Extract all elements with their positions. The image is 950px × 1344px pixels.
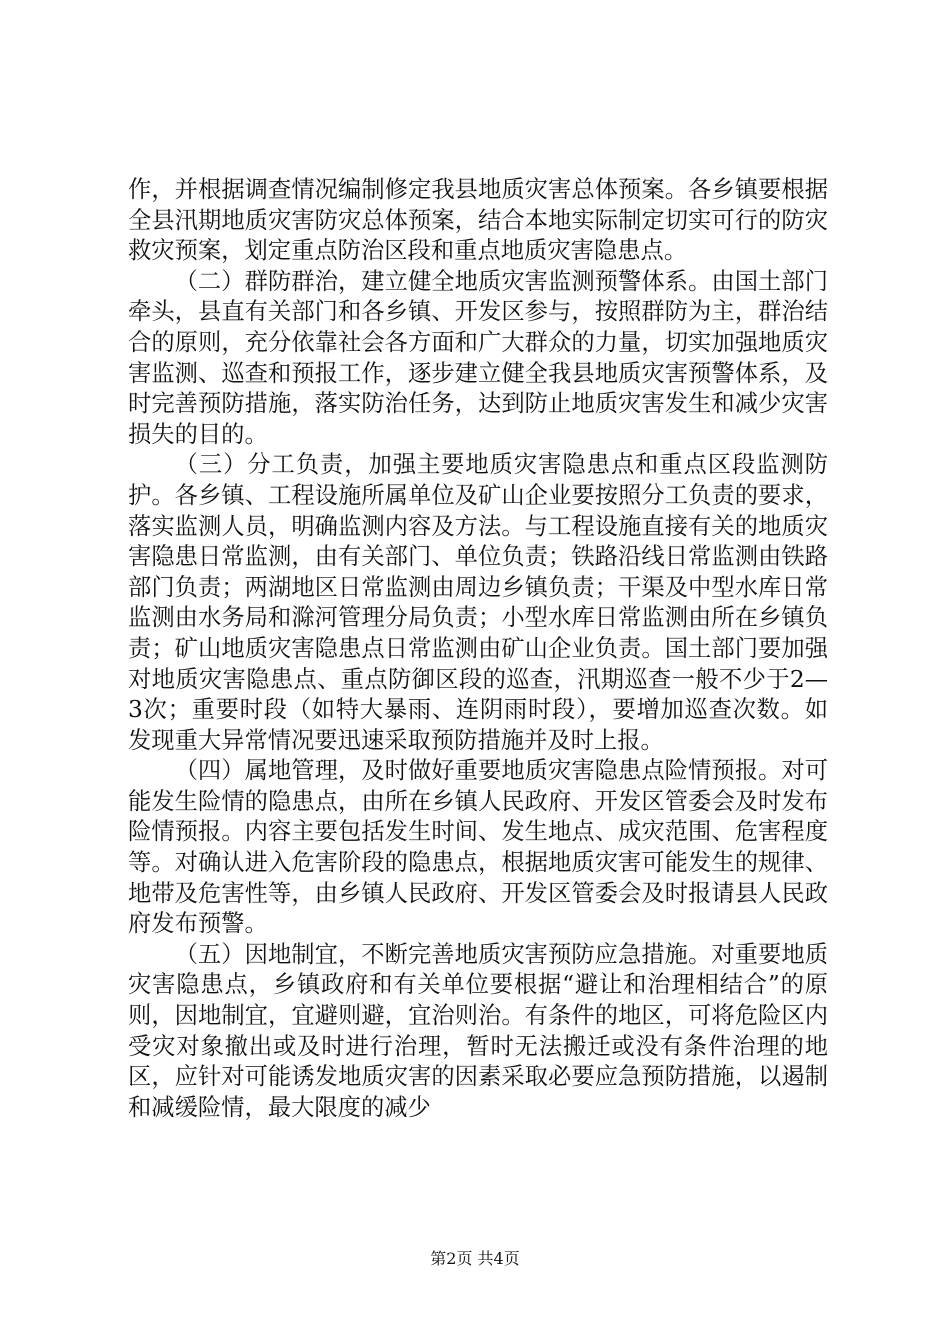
page-footer (0, 1246, 950, 1269)
paragraph-section-4: （四）属地管理，及时做好重要地质灾害隐患点险情预报。对可能发生险情的隐患点，由所在乡镇人民政府、开发区管委会及时发布险情预报。内容主要包括发生时间、发生地点、成灾范围、危害程度等。对确认进入危害阶段的隐患点，根据地质灾害可能发生的规律、地带及危害性等，由乡镇人民政府、开发区管委会及时报请县人民政府发布预警。 (128, 757, 828, 938)
paragraph-section-3: （三）分工负责，加强主要地质灾害隐患点和重点区段监测防护。各乡镇、工程设施所属单位及矿山企业要按照分工负责的要求，落实监测人员，明确监测内容及方法。与工程设施直接有关的地质灾害隐患日常监测，由有关部门、单位负责；铁路沿线日常监测由铁路部门负责；两湖地区日常监测由周边乡镇负责；干渠及中型水库日常监测由水务局和滁河管理分局负责；小型水库日常监测由所在乡镇负责；矿山地质灾害隐患点日常监测由矿山企业负责。国土部门要加强对地质灾害隐患点、重点防御区段的巡查，汛期巡查一般不少于2—3次；重要时段（如特大暴雨、连阴雨时段），要增加巡查次数。如发现重大异常情况要迅速采取预防措施并及时上报。 (128, 451, 828, 754)
page-number: 第2页 共4页 (430, 1249, 520, 1268)
paragraph-section-5: （五）因地制宜，不断完善地质灾害预防应急措施。对重要地质灾害隐患点，乡镇政府和有关单位要根据“避让和治理相结合”的原则，因地制宜，宜避则避，宜治则治。有条件的地区，可将危险区内受灾对象撤出或及时进行治理，暂时无法搬迁或没有条件治理的地区，应针对可能诱发地质灾害的因素采取必要应急预防措施，以遏制和减缓险情，最大限度的减少 (128, 940, 828, 1121)
paragraph-section-2: （二）群防群治，建立健全地质灾害监测预警体系。由国土部门牵头，县直有关部门和各乡镇、开发区参与，按照群防为主，群治结合的原则，充分依靠社会各方面和广大群众的力量，切实加强地质灾害监测、巡查和预报工作，逐步建立健全我县地质灾害预警体系，及时完善预防措施，落实防治任务，达到防止地质灾害发生和减少灾害损失的目的。 (128, 267, 828, 448)
document-body (128, 175, 828, 1123)
paragraph-continuation: 作，并根据调查情况编制修定我县地质灾害总体预案。各乡镇要根据全县汛期地质灾害防灾总体预案，结合本地实际制定切实可行的防灾救灾预案，划定重点防治区段和重点地质灾害隐患点。 (128, 176, 828, 265)
